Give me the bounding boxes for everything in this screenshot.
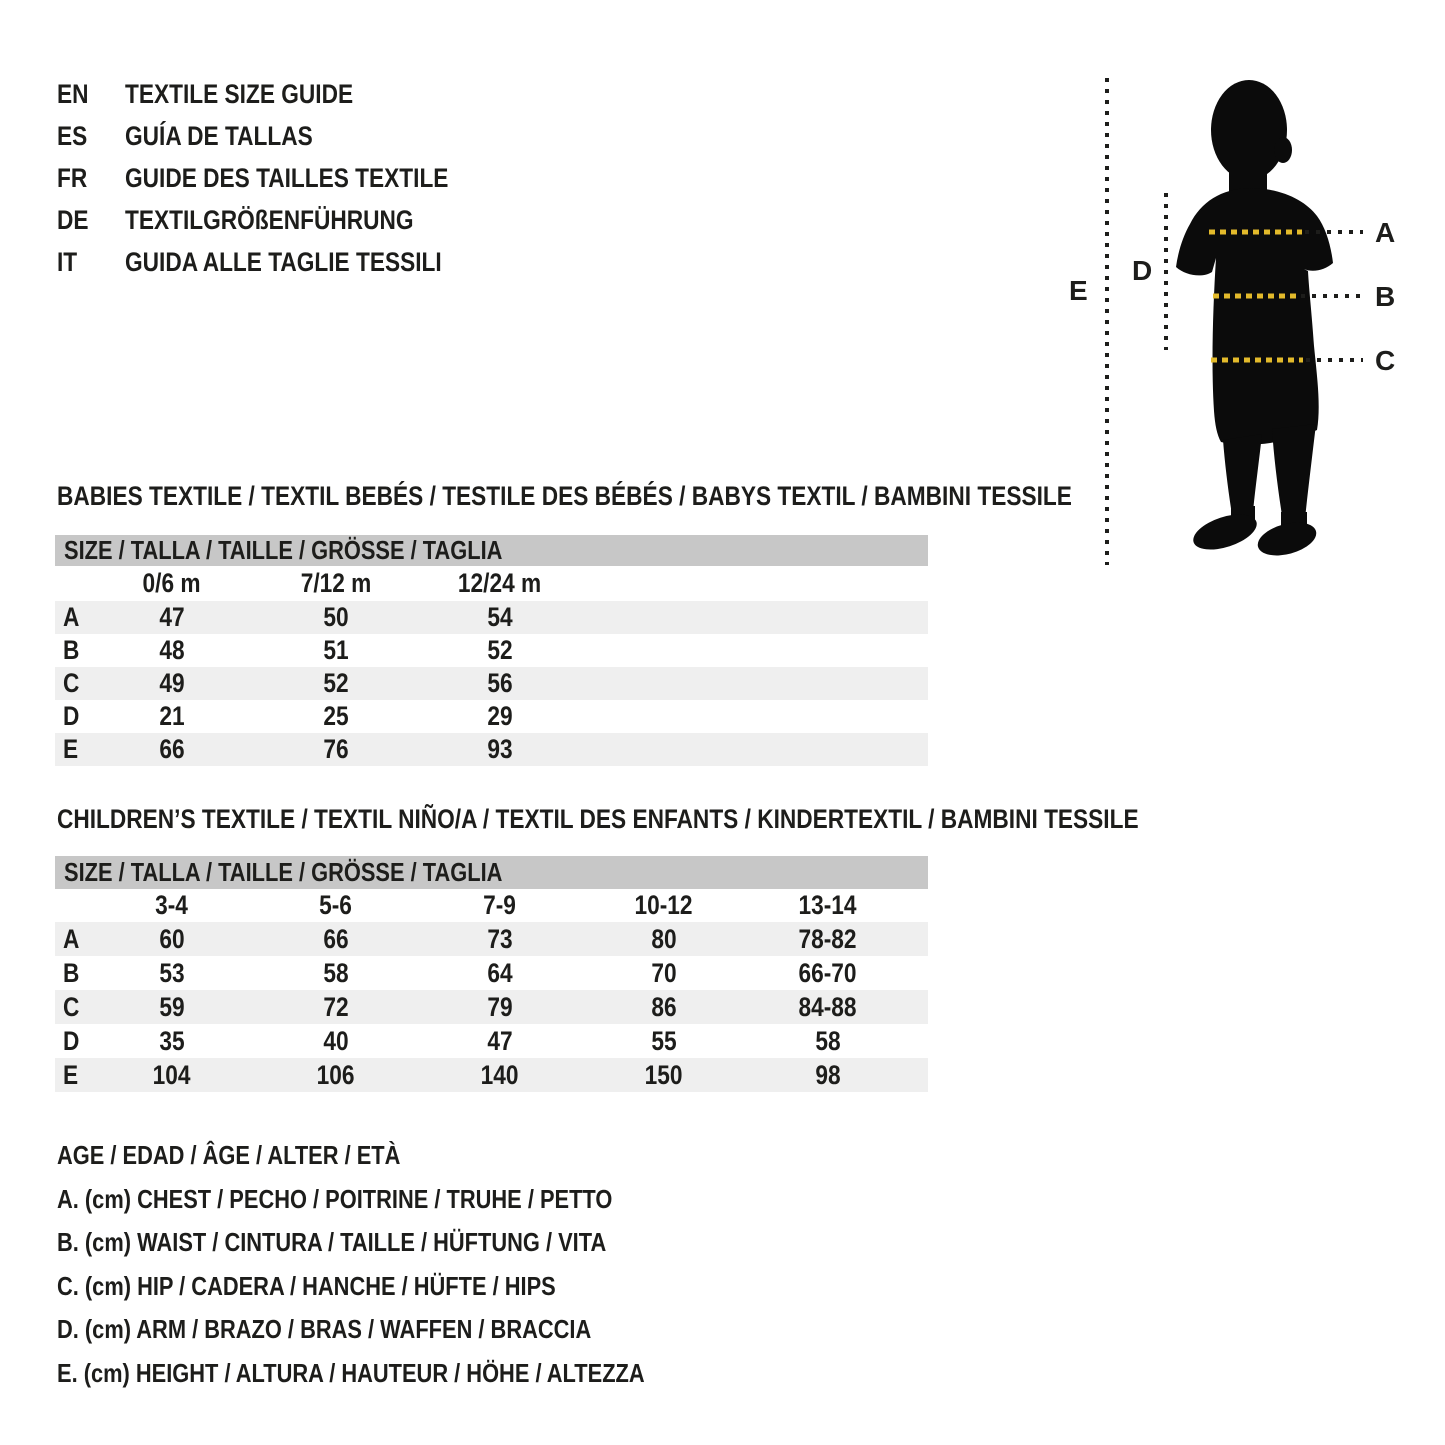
cell: 86 — [651, 991, 677, 1022]
cell: 79 — [487, 991, 513, 1022]
table-row — [55, 990, 928, 1024]
cell: 84-88 — [798, 991, 858, 1022]
legend-age — [57, 1134, 757, 1178]
column-header: 7/12 m — [300, 568, 372, 598]
language-title-block — [57, 73, 510, 283]
title-line-es — [57, 115, 510, 157]
column-header: 7-9 — [483, 890, 517, 920]
lang-code: EN — [57, 78, 89, 109]
title-line-fr — [57, 157, 510, 199]
title-line-it — [57, 241, 510, 283]
cell: 48 — [159, 635, 185, 665]
cell: 76 — [323, 734, 349, 764]
row-label: A — [63, 602, 80, 632]
size-header-label: SIZE / TALLA / TAILLE / GRÖSSE / TAGLIA — [64, 857, 503, 887]
lang-code: IT — [57, 246, 78, 277]
label-height-e: E — [1069, 275, 1088, 306]
title-line-de — [57, 199, 510, 241]
cell: 66 — [323, 923, 349, 954]
cell: 47 — [487, 1025, 513, 1056]
legend-text: E. (cm) HEIGHT / ALTURA / HAUTEUR / HÖHE / ALTEZZA — [57, 1357, 645, 1388]
page-title: GUIDA ALLE TAGLIE TESSILI — [125, 246, 442, 277]
cell: 25 — [323, 701, 349, 731]
legend-chest — [57, 1178, 757, 1222]
table-row — [55, 700, 928, 733]
cell: 93 — [487, 734, 513, 764]
cell: 66 — [159, 734, 185, 764]
column-header: 12/24 m — [458, 568, 542, 598]
row-label: C — [63, 991, 80, 1022]
children-size-header-bar — [55, 856, 928, 889]
table-row — [55, 733, 928, 766]
size-header-label: SIZE / TALLA / TAILLE / GRÖSSE / TAGLIA — [64, 535, 503, 565]
cell: 58 — [815, 1025, 841, 1056]
legend-text: D. (cm) ARM / BRAZO / BRAS / WAFFEN / BRACCIA — [57, 1314, 592, 1345]
cell: 29 — [487, 701, 513, 731]
legend-text: AGE / EDAD / ÂGE / ALTER / ETÀ — [57, 1140, 401, 1171]
cell: 52 — [323, 668, 349, 698]
cell: 51 — [323, 635, 349, 665]
cell: 98 — [815, 1059, 841, 1090]
cell: 106 — [317, 1059, 355, 1090]
cell: 140 — [481, 1059, 519, 1090]
cell: 60 — [159, 923, 185, 954]
row-label: B — [63, 635, 80, 665]
babies-section-title-text: BABIES TEXTILE / TEXTIL BEBÉS / TESTILE DES BÉBÉS / BABYS TEXTIL / BAMBINI TESSILE — [57, 481, 1072, 511]
cell: 53 — [159, 957, 185, 988]
children-section-title-text: CHILDREN’S TEXTILE / TEXTIL NIÑO/A / TEXTIL DES ENFANTS / KINDERTEXTIL / BAMBINI TESSILE — [57, 804, 1139, 834]
children-section-title — [57, 804, 1345, 835]
row-label: E — [63, 1059, 79, 1090]
table-row — [55, 634, 928, 667]
cell: 55 — [651, 1025, 677, 1056]
children-size-table — [55, 856, 928, 1092]
cell: 52 — [487, 635, 513, 665]
silhouette-hair — [1274, 137, 1292, 163]
cell: 40 — [323, 1025, 349, 1056]
cell: 73 — [487, 923, 513, 954]
cell: 35 — [159, 1025, 185, 1056]
cell: 21 — [159, 701, 185, 731]
babies-section-title — [57, 481, 1265, 512]
label-waist-b: B — [1375, 281, 1396, 312]
cell: 150 — [645, 1059, 683, 1090]
silhouette-right-leg — [1272, 424, 1316, 522]
cell: 80 — [651, 923, 677, 954]
table-row — [55, 1058, 928, 1092]
column-header: 0/6 m — [142, 568, 201, 598]
row-label: D — [63, 1025, 80, 1056]
row-label: B — [63, 957, 80, 988]
measurement-legend — [57, 1134, 757, 1395]
lang-code: FR — [57, 162, 88, 193]
babies-size-header-bar — [55, 535, 928, 566]
cell: 104 — [153, 1059, 191, 1090]
table-row — [55, 667, 928, 700]
silhouette-body — [1176, 188, 1333, 445]
page-title: TEXTILGRÖßENFÜHRUNG — [125, 204, 414, 235]
babies-size-table — [55, 535, 928, 766]
row-label: D — [63, 701, 80, 731]
label-arm-d: D — [1132, 255, 1153, 286]
cell: 47 — [159, 602, 185, 632]
cell: 50 — [323, 602, 349, 632]
column-header: 3-4 — [155, 890, 189, 920]
cell: 49 — [159, 668, 185, 698]
cell: 70 — [651, 957, 677, 988]
table-row — [55, 1024, 928, 1058]
cell: 66-70 — [798, 957, 858, 988]
legend-waist — [57, 1221, 757, 1265]
legend-text: C. (cm) HIP / CADERA / HANCHE / HÜFTE / HIPS — [57, 1270, 556, 1301]
page-title: TEXTILE SIZE GUIDE — [125, 78, 354, 109]
lang-code: DE — [57, 204, 89, 235]
table-row — [55, 956, 928, 990]
legend-text: A. (cm) CHEST / PECHO / POITRINE / TRUHE / PETTO — [57, 1183, 613, 1214]
cell: 58 — [323, 957, 349, 988]
row-label: A — [63, 923, 80, 954]
page-title: GUÍA DE TALLAS — [125, 120, 313, 151]
cell: 56 — [487, 668, 513, 698]
children-column-header-row — [55, 889, 928, 922]
cell: 72 — [323, 991, 349, 1022]
lang-code: ES — [57, 120, 88, 151]
legend-text: B. (cm) WAIST / CINTURA / TAILLE / HÜFTUNG / VITA — [57, 1227, 607, 1258]
legend-hip — [57, 1265, 757, 1309]
column-header: 10-12 — [634, 890, 694, 920]
row-label: C — [63, 668, 80, 698]
page-title: GUIDE DES TAILLES TEXTILE — [125, 162, 449, 193]
cell: 78-82 — [798, 923, 858, 954]
label-hip-c: C — [1375, 345, 1396, 376]
column-header: 13-14 — [798, 890, 858, 920]
label-chest-a: A — [1375, 217, 1396, 248]
table-row — [55, 601, 928, 634]
column-header: 5-6 — [319, 890, 353, 920]
cell: 64 — [487, 957, 513, 988]
cell: 54 — [487, 602, 513, 632]
title-line-en — [57, 73, 510, 115]
babies-column-header-row — [55, 566, 928, 601]
table-row — [55, 922, 928, 956]
row-label: E — [63, 734, 79, 764]
cell: 59 — [159, 991, 185, 1022]
legend-height — [57, 1352, 757, 1396]
legend-arm — [57, 1308, 757, 1352]
